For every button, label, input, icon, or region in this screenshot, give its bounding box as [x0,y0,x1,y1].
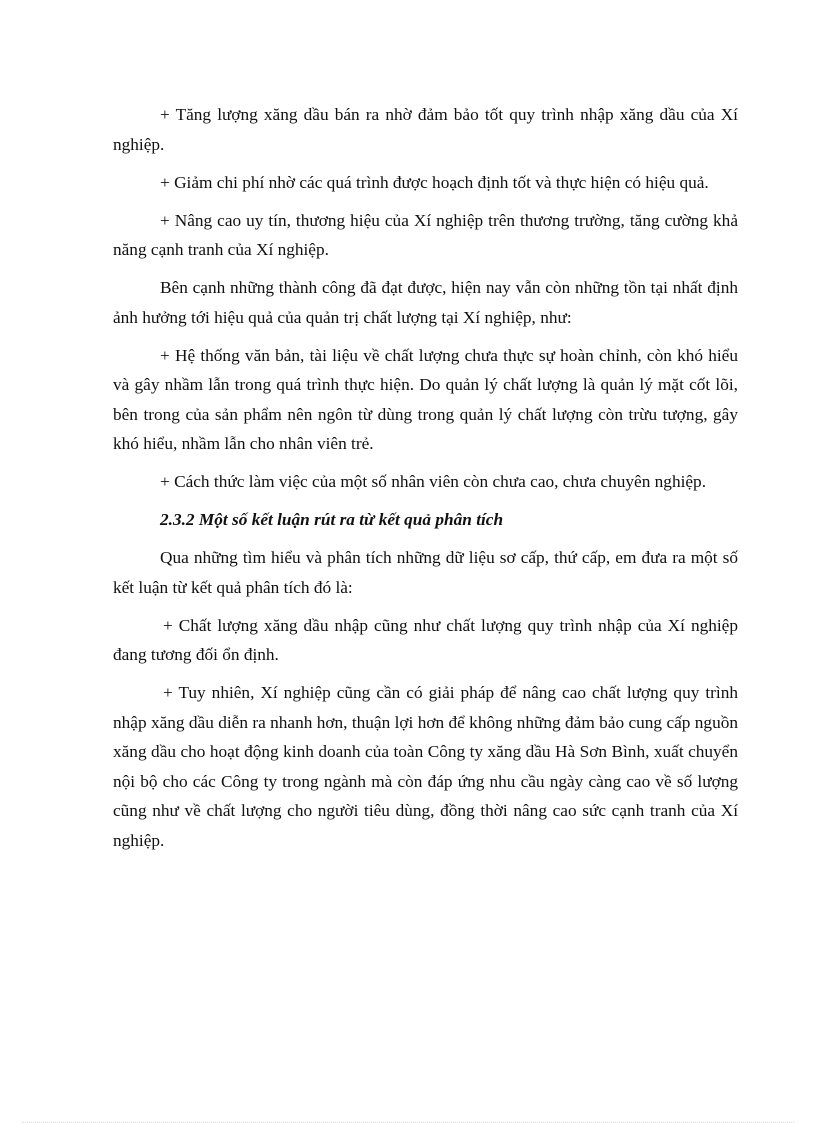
paragraph-stable-quality: + Chất lượng xăng dầu nhập cũng như chất lượng quy trình nhập của Xí nghiệp đang tương đối ổn định. [113,615,738,664]
section-heading: 2.3.2 Một số kết luận rút ra từ kết quả phân tích [160,510,504,529]
paragraph-conclusion-intro: Qua những tìm hiểu và phân tích những dữ liệu sơ cấp, thứ cấp, em đưa ra một số kết luận từ kết quả phân tích đó là: [113,548,738,597]
paragraph-solution-needed: + Tuy nhiên, Xí nghiệp cũng cần có giải pháp để nâng cao chất lượng quy trình nhập xăng dầu diễn ra nhanh hơn, thuận lợi hơn để không những đảm bảo cung cấp nguồn xăng dầu cho hoạt động kinh doanh của toàn Công ty xăng dầu Hà Sơn Bình, xuất chuyển nội bộ cho các Công ty trong ngành mà còn đáp ứng nhu cầu ngày càng cao về số lượng cũng như về chất lượng cho người tiêu dùng, đồng thời nâng cao sức cạnh tranh của Xí nghiệp. [113,683,738,850]
paragraph-reputation: + Nâng cao uy tín, thương hiệu của Xí nghiệp trên thương trường, tăng cường khả năng cạnh tranh của Xí nghiệp. [113,210,738,259]
paragraph-working-style-issue: + Cách thức làm việc của một số nhân viên còn chưa cao, chưa chuyên nghiệp. [160,472,707,491]
paragraph-limitations-intro: Bên cạnh những thành công đã đạt được, hiện nay vẫn còn những tồn tại nhất định ảnh hưởng tới hiệu quả của quản trị chất lượng tại Xí nghiệp, như: [113,278,738,327]
paragraph-documentation-issue: + Hệ thống văn bản, tài liệu về chất lượng chưa thực sự hoàn chỉnh, còn khó hiểu và gây nhầm lẫn trong quá trình thực hiện. Do quản lý chất lượng là quản lý mặt cốt lõi, bên trong của sản phẩm nên ngôn từ dùng trong quản lý chất lượng còn trừu tượng, gây khó hiểu, nhầm lẫn cho nhân viên trẻ. [113,345,738,453]
paragraph-increase-sales: + Tăng lượng xăng dầu bán ra nhờ đảm bảo tốt quy trình nhập xăng dầu của Xí nghiệp. [113,105,738,154]
paragraph-reduce-costs: + Giảm chi phí nhờ các quá trình được hoạch định tốt và thực hiện có hiệu quả. [160,172,709,192]
document-body [113,100,738,864]
